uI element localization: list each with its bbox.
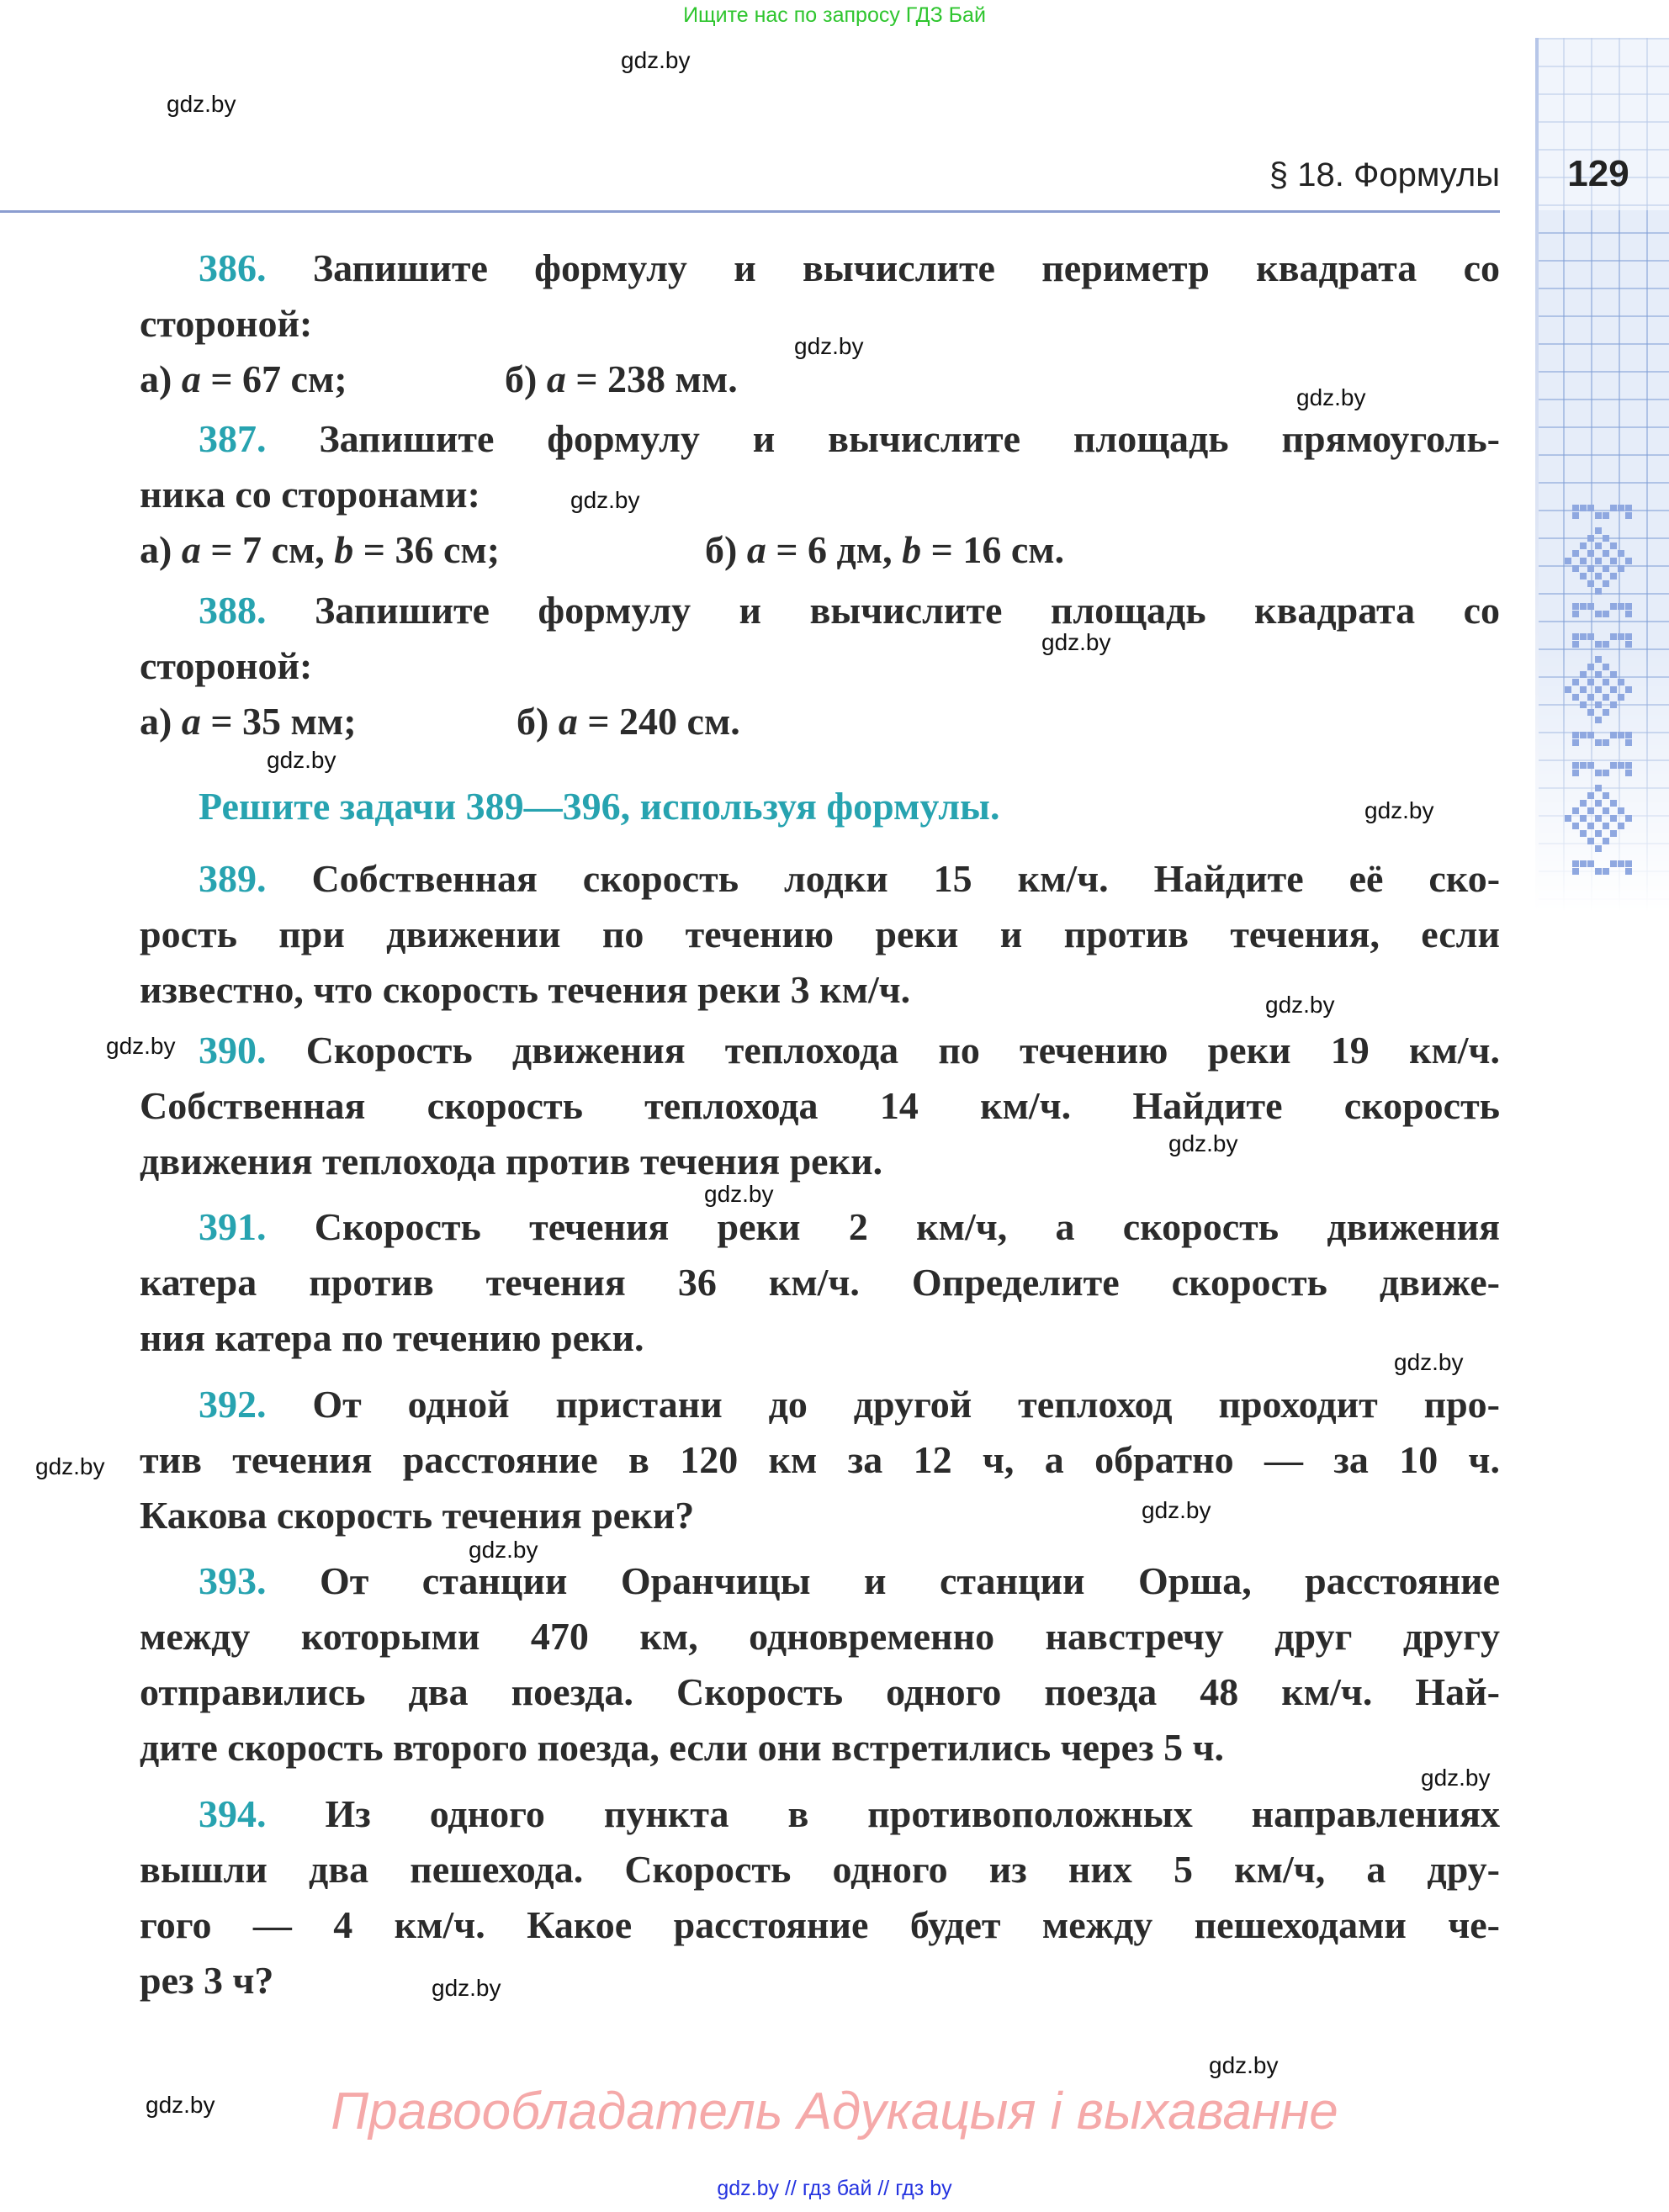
- ornament-pixel: [1625, 633, 1632, 640]
- problem-line: [140, 1953, 1500, 2008]
- ornament-pixel: [1587, 679, 1594, 685]
- ornament-pixel: [1572, 762, 1579, 769]
- problem-386: [140, 241, 1500, 407]
- problem-text: отправились два поезда. Скорость одного поезда 48 км/ч. Най-: [140, 1670, 1500, 1713]
- ornament-pixel: [1572, 641, 1579, 648]
- ornament-pixel: [1603, 694, 1609, 701]
- ornament-pixel: [1595, 527, 1602, 534]
- answer-option: [140, 352, 347, 407]
- ornament-pixel: [1603, 611, 1609, 617]
- answer-text: = 16 см.: [921, 528, 1065, 571]
- problem-line: [140, 241, 1500, 296]
- ornament-pixel: [1603, 739, 1609, 746]
- ornament-pixel: [1587, 664, 1594, 670]
- ornament-pixel: [1618, 807, 1624, 814]
- problem-line: [140, 851, 1500, 907]
- ornament-pixel: [1580, 800, 1587, 807]
- ornament-pixel: [1603, 679, 1609, 685]
- problem-text: тив течения расстояние в 120 км за 12 ч, а обратно — за 10 ч.: [140, 1438, 1500, 1481]
- watermark: gdz.by: [146, 2092, 215, 2118]
- problem-line: [140, 1023, 1500, 1078]
- ornament-pixel: [1595, 611, 1602, 617]
- watermark: gdz.by: [1168, 1130, 1238, 1156]
- answer-option: [705, 522, 1064, 578]
- problem-line: [140, 467, 1500, 522]
- watermark: gdz.by: [1041, 629, 1111, 655]
- problem-line: [140, 1078, 1500, 1134]
- variable: a: [181, 357, 201, 400]
- variable: a: [181, 700, 201, 743]
- watermark: gdz.by: [704, 1181, 774, 1207]
- ornament-pixel: [1610, 633, 1617, 640]
- answer-option: [140, 522, 500, 578]
- ornament-pixel: [1610, 558, 1617, 564]
- problem-text: Запишите формулу и вычислите площадь квадрата со: [314, 589, 1501, 632]
- ornament-pixel: [1603, 580, 1609, 587]
- watermark: gdz.by: [1142, 1497, 1211, 1523]
- ornament-pixel: [1595, 512, 1602, 519]
- ornament-pixel: [1603, 550, 1609, 557]
- ornament-pixel: [1587, 807, 1594, 814]
- ornament-pixel: [1580, 860, 1587, 867]
- ornament-pixel: [1603, 792, 1609, 799]
- ornament-pixel: [1565, 558, 1571, 564]
- ornament-pixel: [1580, 686, 1587, 693]
- problem-text: известно, что скорость течения реки 3 км/ч.: [140, 968, 911, 1011]
- problem-text: От одной пристани до другой теплоход проходит про-: [312, 1383, 1500, 1426]
- problem-line: [140, 1609, 1500, 1664]
- ornament-pixel: [1580, 505, 1587, 511]
- ornament-pixel: [1572, 603, 1579, 610]
- ornament-pixel: [1587, 860, 1594, 867]
- ornament-pixel: [1572, 505, 1579, 511]
- ornament-pixel: [1595, 830, 1602, 837]
- ornament-pixel: [1580, 573, 1587, 579]
- ornament-pixel: [1625, 770, 1632, 776]
- ornament-pixel: [1565, 686, 1571, 693]
- ornament-pixel: [1595, 686, 1602, 693]
- ornament-pixel: [1595, 656, 1602, 663]
- watermark: gdz.by: [794, 333, 864, 359]
- problem-line: [140, 1432, 1500, 1488]
- watermark: gdz.by: [267, 747, 336, 773]
- ornament-pixel: [1572, 860, 1579, 867]
- ornament-pixel: [1572, 739, 1579, 746]
- ornament-pixel: [1587, 694, 1594, 701]
- problem-text: рость при движении по течению реки и против течения, если: [140, 913, 1500, 955]
- problem-number: 387.: [199, 417, 267, 460]
- watermark: gdz.by: [167, 91, 236, 117]
- problem-text: рез 3 ч?: [140, 1959, 274, 2002]
- answer-text: а): [140, 528, 182, 571]
- ornament-pixel: [1610, 830, 1617, 837]
- ornament-pixel: [1618, 505, 1624, 511]
- problem-line: [140, 583, 1500, 638]
- ornament-pixel: [1572, 770, 1579, 776]
- ornament-pixel: [1625, 611, 1632, 617]
- ornament-pixel: [1618, 860, 1624, 867]
- task-heading: Решите задачи 389—396, используя формулы.: [199, 785, 1000, 828]
- ornament-pixel: [1587, 633, 1594, 640]
- ornament-icon: [1565, 505, 1640, 900]
- ornament-pixel: [1603, 664, 1609, 670]
- ornament-pixel: [1580, 815, 1587, 822]
- ornament-pixel: [1580, 762, 1587, 769]
- answer-text: б): [505, 357, 547, 400]
- ornament-pixel: [1625, 815, 1632, 822]
- problem-394: [140, 1786, 1500, 2008]
- ornament-pixel: [1603, 868, 1609, 875]
- answer-text: а): [140, 357, 182, 400]
- problem-text: Из одного пункта в противоположных направлениях: [325, 1792, 1501, 1835]
- ornament-pixel: [1595, 845, 1602, 852]
- problem-text: стороной:: [140, 302, 313, 345]
- problem-number: 391.: [199, 1205, 267, 1248]
- answer-text: = 238 мм.: [565, 357, 738, 400]
- watermark: gdz.by: [621, 47, 691, 73]
- problem-number: 386.: [199, 246, 267, 289]
- answer-options: [140, 694, 1500, 749]
- ornament-pixel: [1618, 679, 1624, 685]
- problem-text: дите скорость второго поезда, если они встретились через 5 ч.: [140, 1726, 1225, 1769]
- problem-number: 389.: [199, 857, 267, 900]
- ornament-pixel: [1587, 792, 1594, 799]
- problem-number: 390.: [199, 1029, 267, 1072]
- ornament-pixel: [1610, 860, 1617, 867]
- ornament-pixel: [1625, 603, 1632, 610]
- ornament-pixel: [1618, 732, 1624, 738]
- problem-line: [140, 1553, 1500, 1609]
- problem-line: [140, 1134, 1500, 1189]
- problem-line: [140, 907, 1500, 962]
- watermark: gdz.by: [35, 1453, 105, 1479]
- ornament-pixel: [1610, 603, 1617, 610]
- ornament-pixel: [1572, 512, 1579, 519]
- watermark: gdz.by: [1364, 797, 1434, 823]
- ornament-pixel: [1618, 603, 1624, 610]
- watermark: gdz.by: [432, 1975, 501, 2001]
- ornament-pixel: [1580, 732, 1587, 738]
- ornament-pixel: [1603, 807, 1609, 814]
- ornament-pixel: [1618, 762, 1624, 769]
- problem-line: [140, 1842, 1500, 1897]
- ornament-pixel: [1595, 739, 1602, 746]
- ornament-pixel: [1587, 565, 1594, 572]
- ornament-pixel: [1587, 709, 1594, 716]
- answer-options: [140, 522, 1500, 578]
- ornament-pixel: [1610, 800, 1617, 807]
- variable: b: [334, 528, 354, 571]
- ornament-pixel: [1625, 868, 1632, 875]
- answer-text: = 67 см;: [200, 357, 347, 400]
- problem-391: [140, 1199, 1500, 1366]
- problem-text: От станции Оранчицы и станции Орша, расстояние: [319, 1559, 1500, 1602]
- problem-line: [140, 1199, 1500, 1255]
- problem-text: Скорость движения теплохода по течению реки 19 км/ч.: [305, 1029, 1500, 1072]
- problem-text: гого — 4 км/ч. Какое расстояние будет между пешеходами че-: [140, 1903, 1500, 1946]
- ornament-pixel: [1587, 823, 1594, 829]
- answer-text: = 36 см;: [353, 528, 501, 571]
- problem-text: вышли два пешехода. Скорость одного из них 5 км/ч, а дру-: [140, 1848, 1500, 1891]
- ornament-pixel: [1572, 823, 1579, 829]
- problem-390: [140, 1023, 1500, 1189]
- ornament-pixel: [1595, 770, 1602, 776]
- ornament-pixel: [1610, 573, 1617, 579]
- problem-number: 392.: [199, 1383, 267, 1426]
- ornament-pixel: [1565, 815, 1571, 822]
- answer-text: = 7 см,: [200, 528, 335, 571]
- ornament-pixel: [1610, 762, 1617, 769]
- ornament-pixel: [1625, 860, 1632, 867]
- ornament-pixel: [1610, 505, 1617, 511]
- problem-number: 388.: [199, 589, 267, 632]
- ornament-pixel: [1595, 558, 1602, 564]
- ornament-pixel: [1625, 641, 1632, 648]
- ornament-pixel: [1587, 603, 1594, 610]
- strip-edge: [1535, 38, 1539, 913]
- problem-line: [140, 411, 1500, 467]
- watermark: gdz.by: [1209, 2052, 1279, 2078]
- problem-393: [140, 1553, 1500, 1775]
- ornament-pixel: [1595, 671, 1602, 678]
- problem-text: ния катера по течению реки.: [140, 1316, 644, 1359]
- ornament-pixel: [1625, 686, 1632, 693]
- ornament-pixel: [1625, 505, 1632, 511]
- problem-number: 393.: [199, 1559, 267, 1602]
- ornament-pixel: [1618, 565, 1624, 572]
- problem-line: [140, 638, 1500, 694]
- ornament-pixel: [1572, 633, 1579, 640]
- ornament-pixel: [1587, 550, 1594, 557]
- ornament-pixel: [1595, 573, 1602, 579]
- problem-line: [140, 1897, 1500, 1953]
- ornament-pixel: [1587, 505, 1594, 511]
- problem-line: [140, 1664, 1500, 1720]
- problem-text: стороной:: [140, 644, 313, 687]
- ornament-pixel: [1603, 770, 1609, 776]
- ornament-pixel: [1587, 580, 1594, 587]
- watermark: gdz.by: [1296, 384, 1366, 410]
- answer-text: = 240 см.: [577, 700, 740, 743]
- ornament-pixel: [1603, 823, 1609, 829]
- answer-text: = 6 дм,: [766, 528, 903, 571]
- variable: a: [181, 528, 201, 571]
- answer-option: [140, 694, 357, 749]
- ornament-pixel: [1580, 701, 1587, 708]
- answer-text: б): [517, 700, 559, 743]
- watermark: gdz.by: [106, 1033, 176, 1059]
- watermark: gdz.by: [469, 1537, 538, 1563]
- ornament-pixel: [1580, 671, 1587, 678]
- ornament-pixel: [1580, 542, 1587, 549]
- watermark: gdz.by: [1394, 1349, 1464, 1375]
- ornament-pixel: [1625, 739, 1632, 746]
- ornament-pixel: [1587, 535, 1594, 542]
- ornament-pixel: [1625, 732, 1632, 738]
- problem-392: [140, 1377, 1500, 1543]
- ornament-pixel: [1603, 641, 1609, 648]
- ornament-pixel: [1580, 633, 1587, 640]
- problem-text: движения теплохода против течения реки.: [140, 1140, 883, 1183]
- ornament-pixel: [1603, 512, 1609, 519]
- ornament-pixel: [1595, 588, 1602, 595]
- ornament-pixel: [1603, 535, 1609, 542]
- ornament-pixel: [1587, 838, 1594, 844]
- ornament-pixel: [1572, 611, 1579, 617]
- ornament-pixel: [1610, 815, 1617, 822]
- problem-line: [140, 1310, 1500, 1366]
- ornament-pixel: [1572, 679, 1579, 685]
- answer-text: б): [705, 528, 747, 571]
- ornament-pixel: [1625, 558, 1632, 564]
- ornament-pixel: [1625, 512, 1632, 519]
- ornament-pixel: [1595, 701, 1602, 708]
- problem-text: Запишите формулу и вычислите площадь прямоуголь-: [319, 417, 1501, 460]
- problem-line: [140, 1255, 1500, 1310]
- ornament-pixel: [1603, 565, 1609, 572]
- ornament-pixel: [1618, 694, 1624, 701]
- ornament-pixel: [1618, 633, 1624, 640]
- answer-option: [517, 694, 740, 749]
- problem-line: [140, 1377, 1500, 1432]
- ornament-pixel: [1610, 732, 1617, 738]
- ornament-pixel: [1595, 542, 1602, 549]
- problem-388: [140, 583, 1500, 749]
- problem-text: Запишите формулу и вычислите периметр квадрата со: [312, 246, 1501, 289]
- ornament-pixel: [1572, 550, 1579, 557]
- ornament-pixel: [1610, 671, 1617, 678]
- problem-line: [140, 1720, 1500, 1775]
- variable: a: [746, 528, 766, 571]
- problem-text: катера против течения 36 км/ч. Определите скорость движе-: [140, 1261, 1500, 1304]
- ornament-pixel: [1572, 565, 1579, 572]
- section-title: § 18. Формулы: [1269, 156, 1500, 193]
- footer-links: gdz.by // гдз бай // гдз by: [717, 2177, 952, 2200]
- ornament-pixel: [1587, 762, 1594, 769]
- variable: b: [902, 528, 922, 571]
- header-divider: [0, 210, 1500, 213]
- ornament-pixel: [1572, 732, 1579, 738]
- ornament-pixel: [1603, 838, 1609, 844]
- ornament-pixel: [1610, 686, 1617, 693]
- answer-option: [505, 352, 738, 407]
- problem-text: ника со сторонами:: [140, 473, 480, 516]
- ornament-pixel: [1595, 717, 1602, 723]
- page-number: 129: [1567, 153, 1629, 194]
- ornament-pixel: [1587, 732, 1594, 738]
- problem-text: Собственная скорость лодки 15 км/ч. Найдите её ско-: [311, 857, 1501, 900]
- ornament-pixel: [1580, 603, 1587, 610]
- ornament-pixel: [1595, 785, 1602, 791]
- problem-text: Собственная скорость теплохода 14 км/ч. Найдите скорость: [140, 1084, 1500, 1127]
- answer-text: = 35 мм;: [200, 700, 357, 743]
- problem-line: [140, 1786, 1500, 1842]
- problem-text: между которыми 470 км, одновременно навстречу друг другу: [140, 1615, 1500, 1658]
- ornament-pixel: [1572, 694, 1579, 701]
- ornament-pixel: [1610, 701, 1617, 708]
- problem-line: [140, 1488, 1500, 1543]
- ornament-pixel: [1595, 815, 1602, 822]
- ornament-pixel: [1572, 868, 1579, 875]
- ornament-pixel: [1572, 807, 1579, 814]
- problem-text: Скорость течения реки 2 км/ч, а скорость движения: [314, 1205, 1500, 1248]
- top-banner: Ищите нас по запросу ГДЗ Бай: [683, 3, 986, 27]
- variable: a: [546, 357, 566, 400]
- problem-text: Какова скорость течения реки?: [140, 1494, 695, 1537]
- ornament-pixel: [1618, 823, 1624, 829]
- watermark: gdz.by: [1421, 1765, 1491, 1791]
- ornament-pixel: [1580, 830, 1587, 837]
- ornament-pixel: [1595, 800, 1602, 807]
- ornament-pixel: [1618, 550, 1624, 557]
- ornament-pixel: [1595, 868, 1602, 875]
- answer-text: а): [140, 700, 182, 743]
- ornament-pixel: [1603, 709, 1609, 716]
- variable: a: [558, 700, 578, 743]
- watermark: gdz.by: [570, 487, 640, 513]
- watermark: gdz.by: [1265, 992, 1335, 1018]
- ornament-pixel: [1580, 558, 1587, 564]
- rights-holder-notice: Правообладатель Адукацыя і выхаванне: [331, 2082, 1338, 2141]
- ornament-pixel: [1610, 542, 1617, 549]
- ornament-pixel: [1595, 641, 1602, 648]
- ornament-pixel: [1625, 762, 1632, 769]
- problem-387: [140, 411, 1500, 578]
- problem-number: 394.: [199, 1792, 267, 1835]
